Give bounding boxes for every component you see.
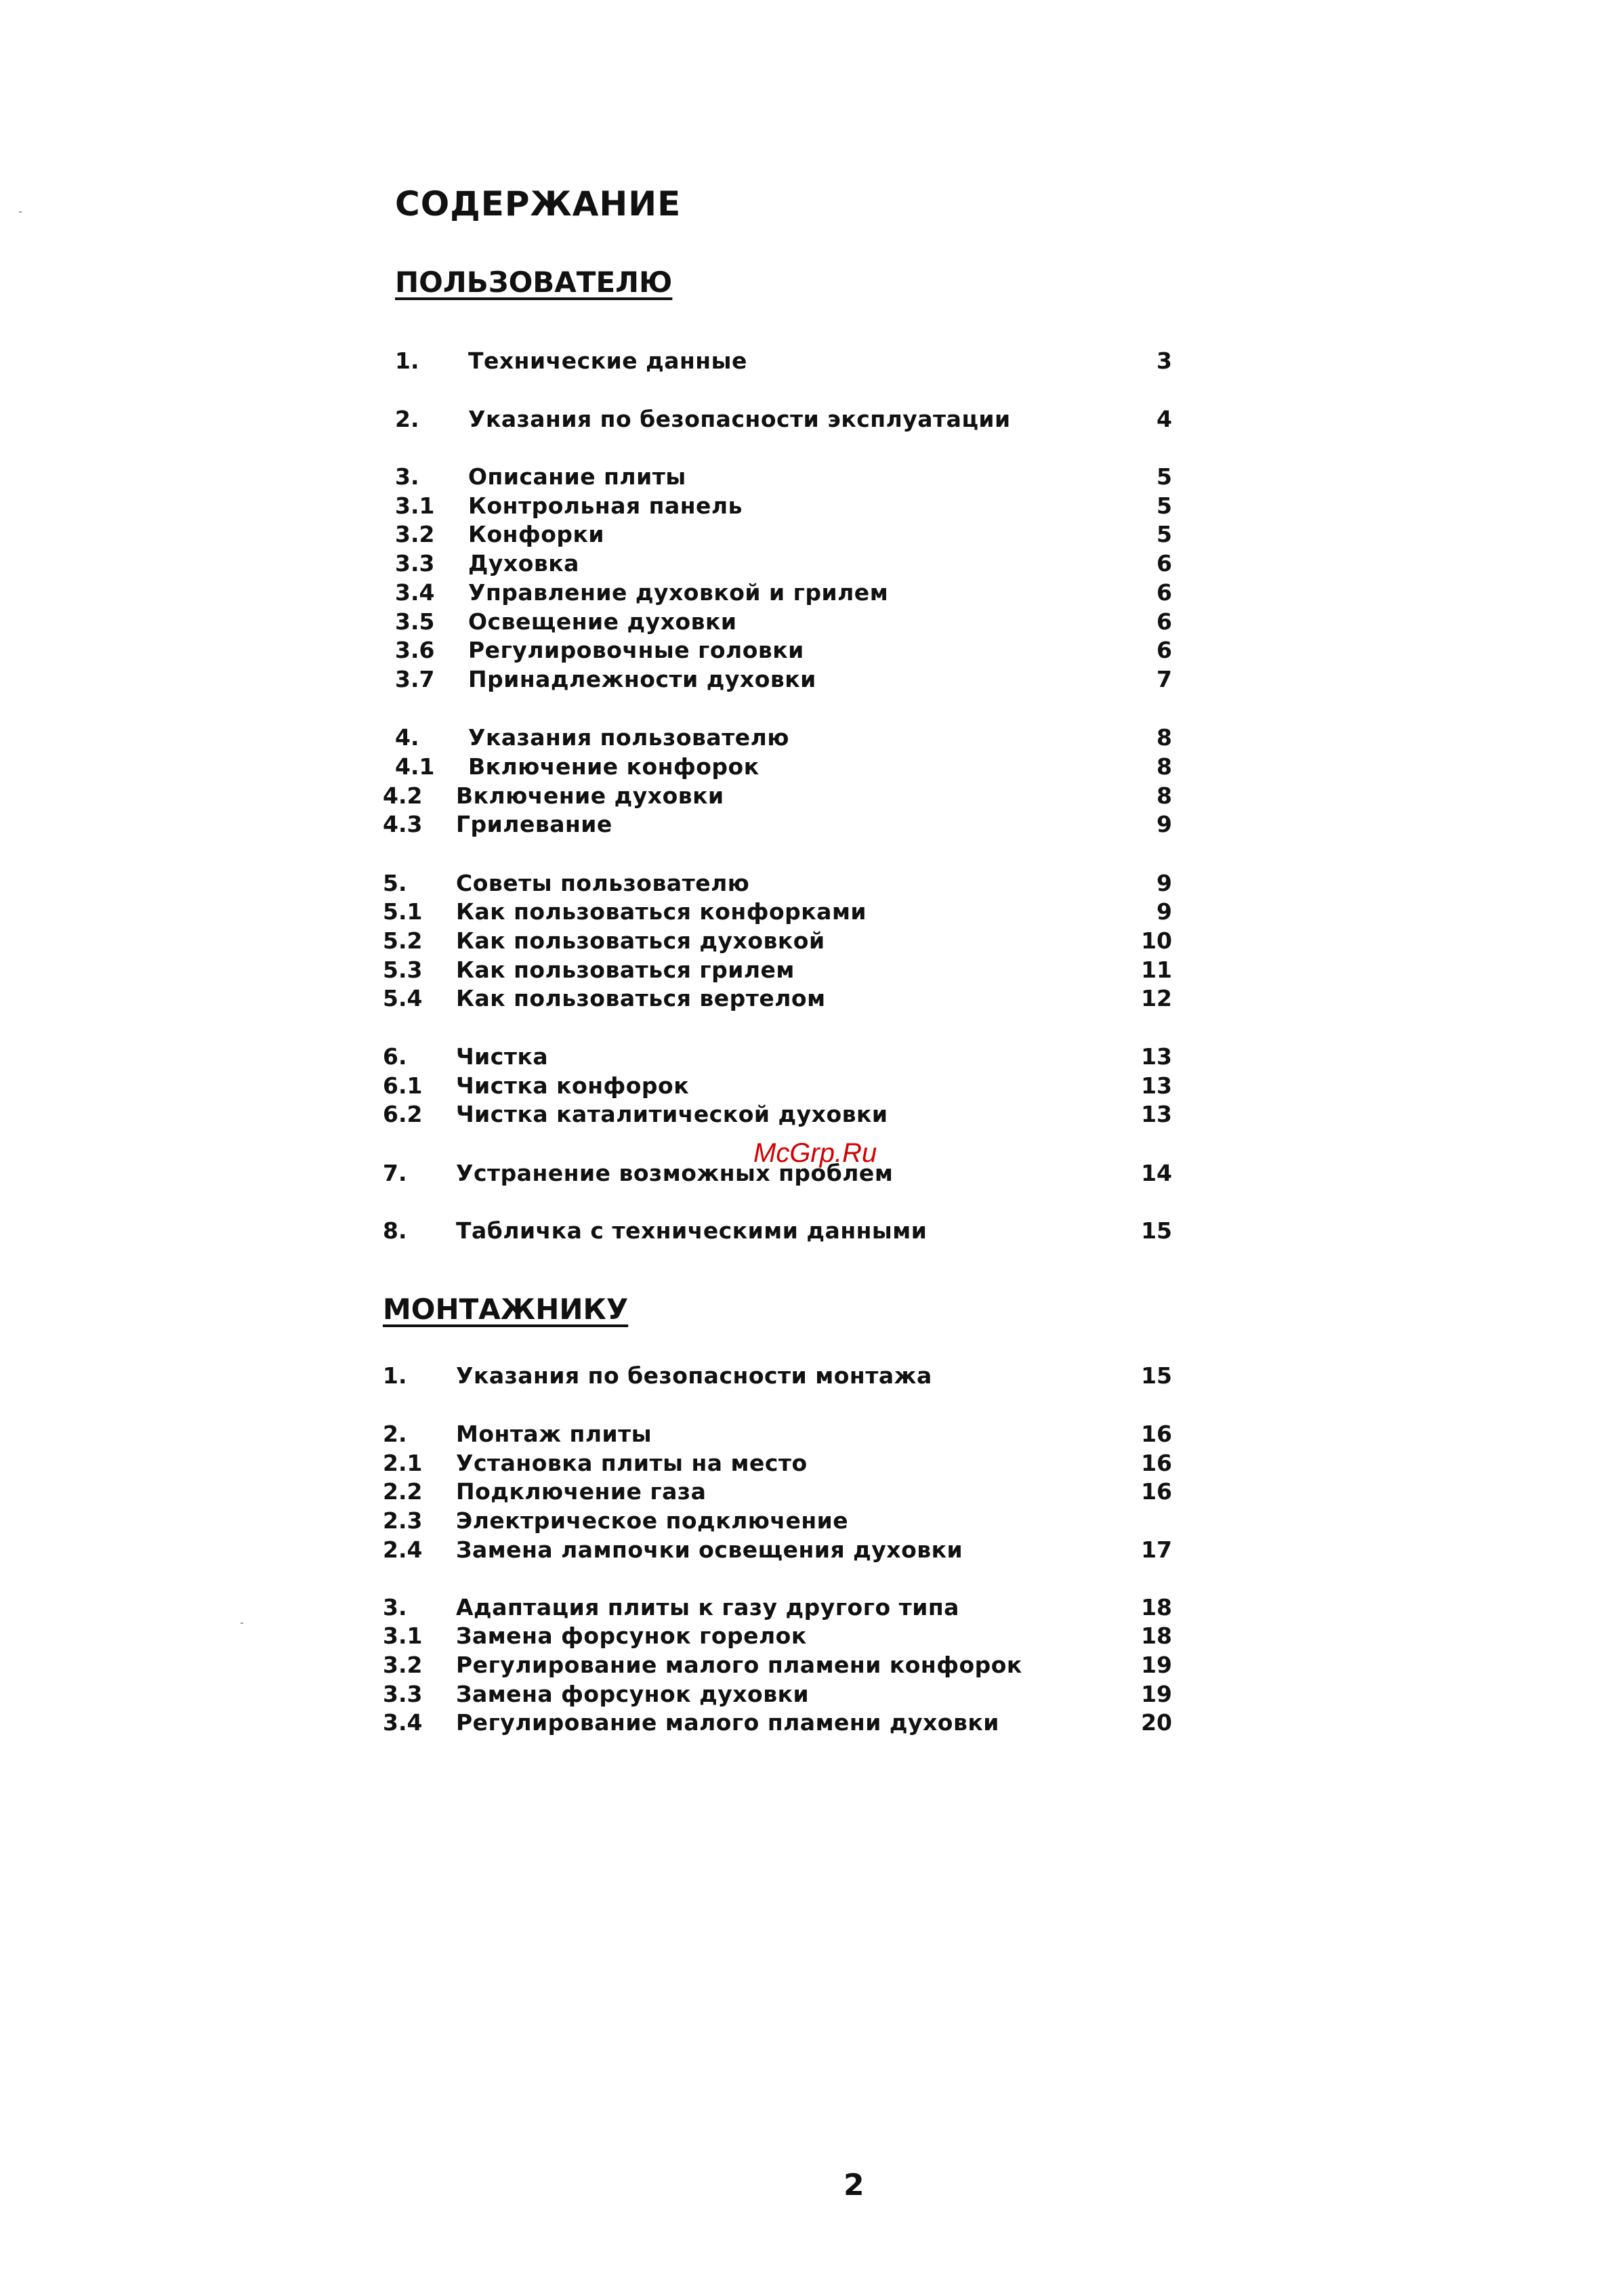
toc-entry[interactable]: [383, 896, 1172, 927]
toc-entry-page: 6: [1157, 637, 1172, 663]
toc-entry[interactable]: [383, 983, 1172, 1014]
toc-entry-page: 13: [1141, 1072, 1172, 1099]
toc-entry-number: 3.3: [395, 550, 435, 577]
toc-entry-number: 4.2: [383, 782, 423, 809]
toc-entry-number: 6.: [383, 1043, 407, 1070]
toc-entry-page: 15: [1141, 1217, 1172, 1244]
toc-entry[interactable]: [383, 1448, 1172, 1479]
toc-entry[interactable]: [383, 868, 1172, 899]
toc-entry-label: Чистка: [456, 1043, 549, 1070]
toc-entry-page: 9: [1157, 811, 1172, 837]
toc-entry-number: 2.: [395, 406, 419, 432]
toc-entry-number: 3.4: [395, 579, 435, 606]
toc-entry-label: Принадлежности духовки: [468, 666, 816, 692]
toc-entry-number: 3.7: [395, 666, 435, 692]
toc-entry-number: 2.1: [383, 1450, 423, 1476]
toc-entry-number: 5.2: [383, 927, 423, 954]
scan-speck: [241, 1623, 243, 1624]
toc-entry-label: Устранение возможных проблем: [456, 1160, 894, 1186]
toc-entry-label: Замена лампочки освещения духовки: [456, 1536, 963, 1563]
toc-entry[interactable]: [383, 1679, 1172, 1710]
toc-entry-label: Электрическое подключение: [456, 1507, 849, 1534]
toc-entry-number: 3.6: [395, 637, 435, 663]
toc-entry-label: Табличка с техническими данными: [456, 1217, 928, 1244]
toc-entry-page: 12: [1141, 985, 1172, 1011]
toc-entry[interactable]: [383, 809, 1172, 840]
toc-entry[interactable]: [395, 751, 1172, 782]
toc-entry-label: Как пользоваться грилем: [456, 957, 795, 983]
toc-entry-page: 16: [1141, 1450, 1172, 1476]
toc-entry-number: 4.: [395, 724, 419, 751]
toc-entry-label: Чистка конфорок: [456, 1072, 690, 1099]
toc-entry-number: 3.4: [383, 1709, 423, 1736]
toc-entry-number: 6.1: [383, 1072, 423, 1099]
toc-entry-page: 15: [1141, 1362, 1172, 1389]
toc-entry-number: 3.3: [383, 1681, 423, 1707]
toc-entry[interactable]: [383, 955, 1172, 986]
toc-entry[interactable]: [383, 925, 1172, 957]
toc-entry-page: 18: [1141, 1594, 1172, 1621]
toc-entry-page: 9: [1157, 870, 1172, 896]
toc-entry-label: Регулирование малого пламени конфорок: [456, 1652, 1022, 1678]
toc-entry[interactable]: [395, 722, 1172, 753]
toc-entry-label: Контрольная панель: [468, 493, 743, 519]
toc-entry-number: 2.2: [383, 1478, 423, 1505]
toc-entry[interactable]: [383, 1505, 1172, 1536]
toc-entry-label: Включение духовки: [456, 782, 724, 809]
toc-entry-page: 8: [1157, 724, 1172, 751]
toc-entry-page: 5: [1157, 493, 1172, 519]
section-heading-installer: МОНТАЖНИКУ: [383, 1293, 629, 1326]
toc-entry-number: 4.3: [383, 811, 423, 837]
toc-entry-number: 2.: [383, 1421, 407, 1447]
toc-entry-label: Указания по безопасности монтажа: [456, 1362, 932, 1389]
toc-entry[interactable]: [383, 1360, 1172, 1392]
toc-entry-page: 6: [1157, 550, 1172, 577]
toc-entry-number: 3.1: [383, 1623, 423, 1649]
toc-entry-number: 3.5: [395, 608, 435, 635]
toc-entry-page: 7: [1157, 666, 1172, 692]
toc-entry-page: 4: [1157, 406, 1172, 432]
toc-entry-number: 3.2: [395, 521, 435, 547]
toc-entry-page: 19: [1141, 1681, 1172, 1707]
toc-entry[interactable]: [395, 635, 1172, 666]
toc-entry-number: 3.: [395, 463, 419, 490]
toc-entry-label: Установка плиты на место: [456, 1450, 808, 1476]
toc-entry-number: 8.: [383, 1217, 407, 1244]
toc-entry-number: 3.1: [395, 493, 435, 519]
toc-entry-label: Конфорки: [468, 521, 605, 547]
toc-entry-page: 6: [1157, 608, 1172, 635]
toc-entry-page: 13: [1141, 1043, 1172, 1070]
page-number: 2: [844, 2168, 865, 2202]
toc-entry-number: 2.3: [383, 1507, 423, 1534]
toc-entry[interactable]: [383, 1650, 1172, 1681]
toc-entry-label: Указания по безопасности эксплуатации: [468, 406, 1011, 432]
toc-entry[interactable]: [383, 780, 1172, 812]
toc-entry-number: 2.4: [383, 1536, 423, 1563]
toc-entry-page: 19: [1141, 1652, 1172, 1678]
toc-entry[interactable]: [383, 1534, 1172, 1566]
toc-entry[interactable]: [395, 664, 1172, 695]
toc-entry-label: Технические данные: [468, 348, 747, 374]
toc-entry[interactable]: [395, 548, 1172, 579]
scan-speck: [19, 211, 22, 213]
toc-entry-number: 5.: [383, 870, 407, 896]
toc-entry-label: Описание плиты: [468, 463, 686, 490]
toc-entry-number: 3.: [383, 1594, 407, 1621]
toc-entry[interactable]: [383, 1099, 1172, 1130]
toc-entry-label: Освещение духовки: [468, 608, 737, 635]
toc-entry[interactable]: [395, 577, 1172, 608]
toc-entry-number: 3.2: [383, 1652, 423, 1678]
toc-entry[interactable]: [383, 1621, 1172, 1652]
toc-entry-page: 17: [1141, 1536, 1172, 1563]
toc-entry-page: 11: [1141, 957, 1172, 983]
toc-entry-page: 8: [1157, 753, 1172, 780]
toc-entry-label: Регулировочные головки: [468, 637, 804, 663]
section-heading-user: ПОЛЬЗОВАТЕЛЮ: [395, 266, 673, 299]
toc-entry-number: 6.2: [383, 1101, 423, 1127]
toc-entry-label: Замена форсунок горелок: [456, 1623, 807, 1649]
toc-entry-page: 9: [1157, 898, 1172, 925]
toc-entry-page: 6: [1157, 579, 1172, 606]
toc-entry[interactable]: [395, 346, 1172, 377]
toc-entry[interactable]: [383, 1070, 1172, 1102]
toc-entry[interactable]: [395, 461, 1172, 493]
toc-entry[interactable]: [395, 519, 1172, 550]
toc-entry-page: 18: [1141, 1623, 1172, 1649]
toc-entry[interactable]: [383, 1041, 1172, 1072]
toc-entry-label: Как пользоваться духовкой: [456, 927, 825, 954]
toc-entry-label: Адаптация плиты к газу другого типа: [456, 1594, 959, 1621]
page-title: СОДЕРЖАНИЕ: [395, 184, 682, 224]
toc-entry-number: 5.4: [383, 985, 423, 1011]
toc-entry[interactable]: [383, 1707, 1172, 1738]
toc-entry-page: 13: [1141, 1101, 1172, 1127]
toc-entry-page: 5: [1157, 521, 1172, 547]
toc-entry-page: 16: [1141, 1478, 1172, 1505]
toc-entry-label: Духовка: [468, 550, 579, 577]
toc-entry[interactable]: [395, 606, 1172, 637]
toc-entry[interactable]: [383, 1419, 1172, 1450]
toc-entry-number: 4.1: [395, 753, 435, 780]
toc-entry-number: 1.: [395, 348, 419, 374]
toc-entry-page: 5: [1157, 463, 1172, 490]
toc-entry-label: Советы пользователю: [456, 870, 750, 896]
toc-entry-label: Грилевание: [456, 811, 612, 837]
toc-entry-page: 10: [1141, 927, 1172, 954]
toc-entry-page: 14: [1141, 1160, 1172, 1186]
toc-entry-label: Как пользоваться конфорками: [456, 898, 867, 925]
toc-entry-label: Чистка каталитической духовки: [456, 1101, 888, 1127]
toc-entry-page: 3: [1157, 348, 1172, 374]
toc-entry-number: 5.1: [383, 898, 423, 925]
toc-entry-label: Замена форсунок духовки: [456, 1681, 810, 1707]
toc-entry-label: Монтаж плиты: [456, 1421, 652, 1447]
toc-entry-label: Включение конфорок: [468, 753, 759, 780]
toc-entry-label: Указания пользователю: [468, 724, 789, 751]
toc-entry-page: 8: [1157, 782, 1172, 809]
toc-entry[interactable]: [383, 1215, 1172, 1247]
toc-entry-number: 5.3: [383, 957, 423, 983]
toc-entry-number: 1.: [383, 1362, 407, 1389]
toc-entry-page: 16: [1141, 1421, 1172, 1447]
toc-entry-label: Подключение газа: [456, 1478, 707, 1505]
toc-entry[interactable]: [383, 1592, 1172, 1623]
toc-entry-label: Регулирование малого пламени духовки: [456, 1709, 999, 1736]
toc-entry-number: 7.: [383, 1160, 407, 1186]
watermark-link[interactable]: McGrp.Ru: [753, 1138, 877, 1168]
toc-entry-label: Как пользоваться вертелом: [456, 985, 826, 1011]
toc-entry-page: 20: [1141, 1709, 1172, 1736]
toc-entry[interactable]: [395, 404, 1172, 435]
toc-entry[interactable]: [395, 490, 1172, 522]
toc-entry[interactable]: [383, 1476, 1172, 1507]
toc-entry-label: Управление духовкой и грилем: [468, 579, 889, 606]
